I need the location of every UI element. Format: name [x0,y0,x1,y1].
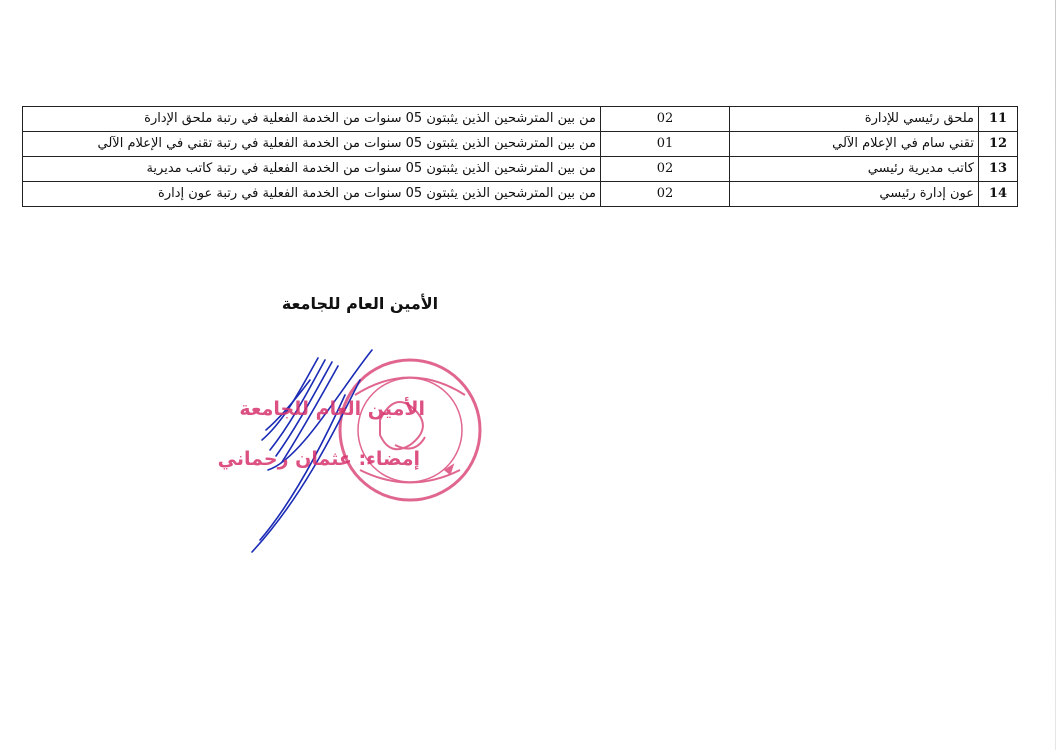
grade-cell: تقني سام في الإعلام الآلي [730,132,979,157]
row-number: 12 [979,132,1018,157]
row-number: 13 [979,157,1018,182]
positions-count-cell: 02 [601,182,730,207]
grade-cell: عون إدارة رئيسي [730,182,979,207]
condition-cell: من بين المترشحين الذين يثبتون 05 سنوات من الخدمة الفعلية في رتبة عون إدارة [23,182,601,207]
condition-cell: من بين المترشحين الذين يثبتون 05 سنوات من الخدمة الفعلية في رتبة كاتب مديرية [23,157,601,182]
positions-count-cell: 01 [601,132,730,157]
grade-cell: كاتب مديرية رئيسي [730,157,979,182]
positions-count-cell: 02 [601,107,730,132]
positions-count-cell: 02 [601,157,730,182]
row-number: 11 [979,107,1018,132]
signatory-title: الأمين العام للجامعة [281,294,439,313]
condition-cell: من بين المترشحين الذين يثبتون 05 سنوات من الخدمة الفعلية في رتبة تقني في الإعلام الآلي [23,132,601,157]
stamp-title: الأمين العام للجامعة [239,398,425,420]
stamp-signatory: إمضاء: عثمان رحماني [217,448,420,470]
grade-cell: ملحق رئيسي للإدارة [730,107,979,132]
condition-cell: من بين المترشحين الذين يثبتون 05 سنوات من الخدمة الفعلية في رتبة ملحق الإدارة [23,107,601,132]
row-number: 14 [979,182,1018,207]
university-seal-icon [340,360,480,500]
